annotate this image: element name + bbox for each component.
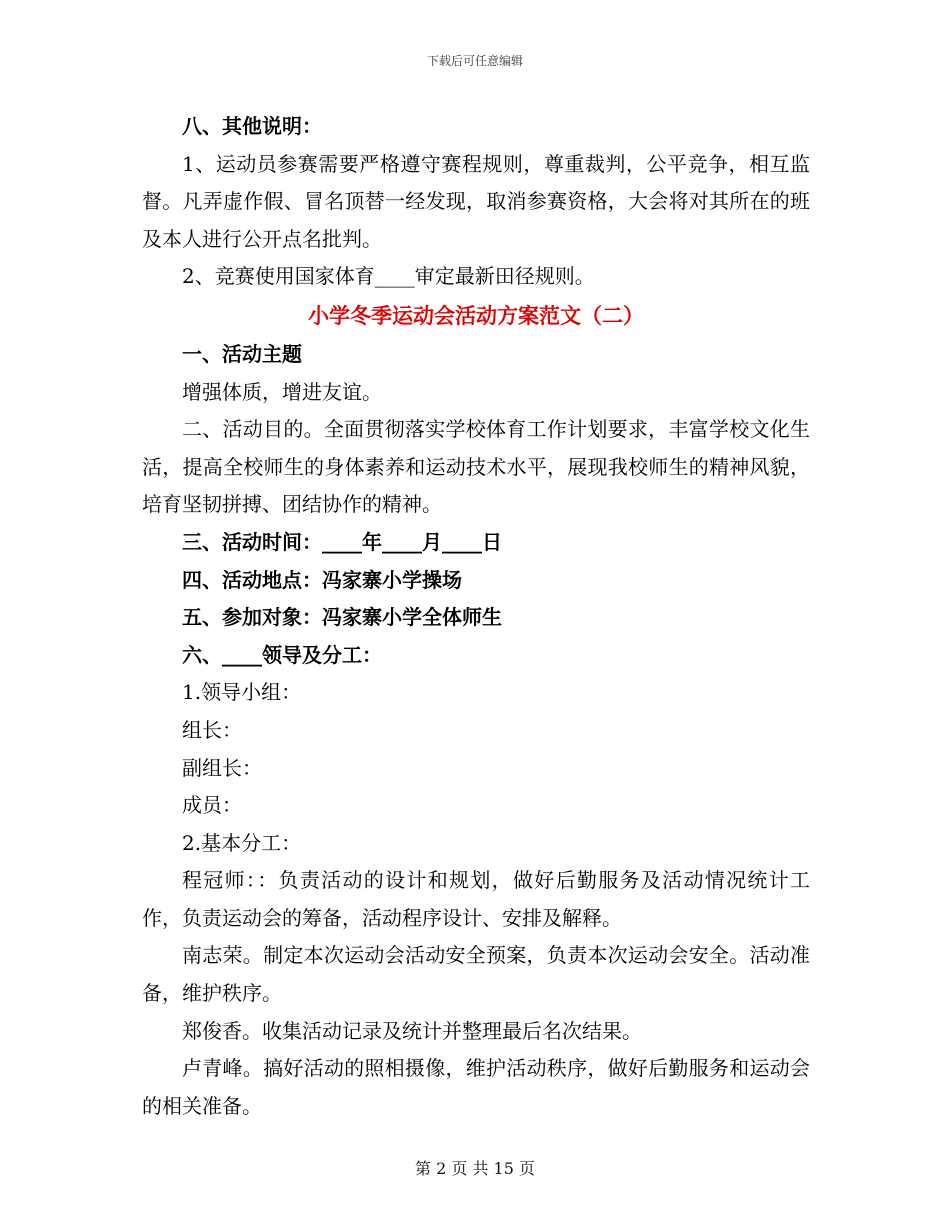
- section-heading: 四、活动地点：冯家寨小学操场: [182, 567, 462, 592]
- body-paragraph: 1、运动员参赛需要严格遵守赛程规则，尊重裁判，公平竞争，相互监督。凡弄虚作假、冒名顶替一经发现，取消参赛资格，大会将对其所在的班及本人进行公开点名批判。: [142, 151, 810, 251]
- section-heading: 五、参加对象：冯家寨小学全体师生: [182, 605, 502, 630]
- body-paragraph: 2、竞赛使用国家体育____审定最新田径规则。: [182, 264, 595, 289]
- body-paragraph: 南志荣。制定本次运动会活动安全预案，负责本次运动会安全。活动准备，维护秩序。: [142, 943, 810, 1006]
- body-paragraph: 卢青峰。搞好活动的照相摄像，维护活动秩序，做好后勤服务和运动会的相关准备。: [142, 1056, 810, 1118]
- body-paragraph: 成员：: [182, 793, 242, 818]
- section-heading: 一、活动主题: [182, 341, 302, 366]
- section-heading: 六、____领导及分工：: [182, 642, 382, 667]
- body-paragraph: 2.基本分工：: [182, 830, 302, 855]
- body-paragraph: 副组长：: [182, 755, 262, 780]
- body-paragraph: 程冠师：：负责活动的设计和规划，做好后勤服务及活动情况统计工作，负责运动会的筹备，活动程序设计、安排及解释。: [142, 868, 810, 930]
- body-paragraph: 增强体质，增进友谊。: [182, 379, 382, 404]
- body-paragraph: 二、活动目的。全面贯彻落实学校体育工作计划要求，丰富学校文化生活，提高全校师生的身体素养和运动技术水平，展现我校师生的精神风貌，培育坚韧拼搏、团结协作的精神。: [142, 417, 810, 517]
- page-footer: 第 2 页 共 15 页: [415, 1159, 535, 1178]
- page-header: 下载后可任意编辑: [426, 54, 523, 68]
- document-title: 小学冬季运动会活动方案范文（二）: [308, 302, 644, 328]
- document-body: [142, 108, 810, 1125]
- section-heading: 八、其他说明：: [182, 114, 322, 138]
- body-paragraph: 郑俊香。收集活动记录及统计并整理最后名次结果。: [182, 1018, 642, 1043]
- section-heading: 三、活动时间：____年____月____日: [182, 529, 502, 554]
- body-paragraph: 组长：: [182, 717, 242, 742]
- body-paragraph: 1.领导小组：: [182, 680, 302, 705]
